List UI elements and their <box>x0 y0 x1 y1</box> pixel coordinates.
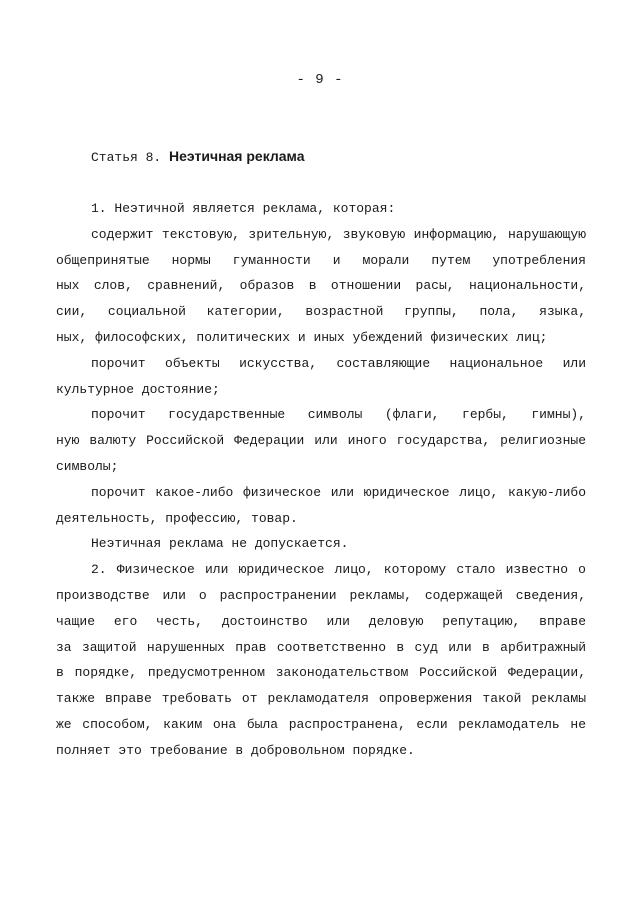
article-title: Неэтичная реклама <box>169 148 305 164</box>
text-line: 2. Физическое или юридическое лицо, которому стало известно о <box>91 562 586 578</box>
text-line: также вправе требовать от рекламодателя опровержения такой рекламы <box>56 691 586 707</box>
text-line: символы; <box>56 458 119 474</box>
article-heading <box>91 148 305 165</box>
text-line: же способом, каким она была распространена, если рекламодатель не <box>56 716 586 732</box>
text-line: Неэтичная реклама не допускается. <box>91 536 349 552</box>
text-line: содержит текстовую, зрительную, звуковую информацию, нарушающую <box>91 226 586 242</box>
text-line: сии, социальной категории, возрастной группы, пола, языка, <box>56 304 586 320</box>
text-line: полняет это требование в добровольном порядке. <box>56 742 415 758</box>
text-line: ных слов, сравнений, образов в отношении расы, национальности, <box>56 278 586 294</box>
text-line: порочит объекты искусства, составляющие национальное или <box>91 355 586 371</box>
article-body <box>56 196 586 764</box>
text-line: 1. Неэтичной является реклама, которая: <box>91 201 396 216</box>
text-line: деятельность, профессию, товар. <box>56 510 298 526</box>
page-number: - 9 - <box>296 72 344 88</box>
text-line: производстве или о распространении рекламы, содержащей сведения, <box>56 587 586 603</box>
text-line: чащие его честь, достоинство или деловую репутацию, вправе <box>56 613 586 629</box>
text-line: общепринятые нормы гуманности и морали путем употребления <box>56 252 586 268</box>
article-label: Статья 8. <box>91 150 162 165</box>
text-line: в порядке, предусмотренном законодательством Российской Федерации, <box>56 665 586 681</box>
text-line: культурное достояние; <box>56 381 220 397</box>
text-line: порочит государственные символы (флаги, гербы, гимны), <box>91 407 586 423</box>
text-line: порочит какое-либо физическое или юридическое лицо, какую-либо <box>91 484 586 500</box>
text-line: ных, философских, политических и иных убеждений физических лиц; <box>56 329 548 345</box>
text-line: за защитой нарушенных прав соответственно в суд или в арбитражный <box>56 639 586 655</box>
text-line: ную валюту Российской Федерации или иного государства, религиозные <box>56 433 586 449</box>
